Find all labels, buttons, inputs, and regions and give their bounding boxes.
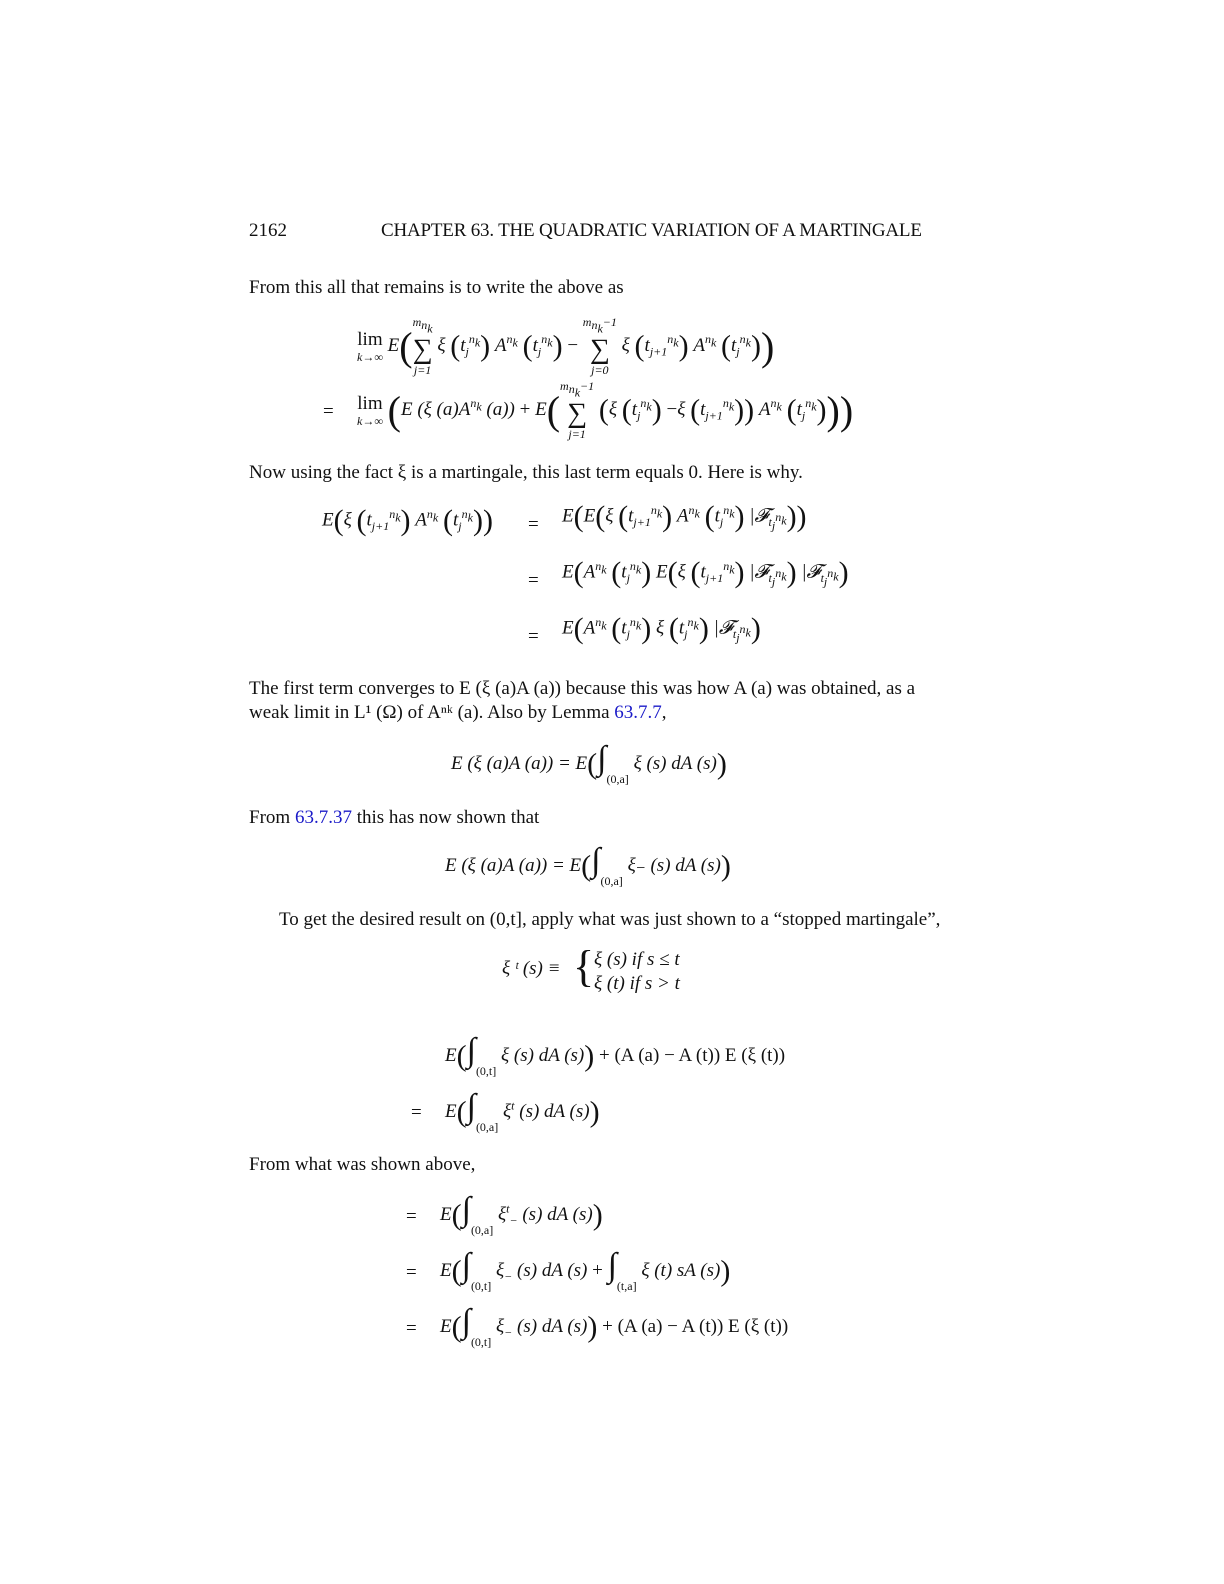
paragraph-from-end: this has now shown that <box>351 807 540 828</box>
equals-sign: = <box>406 1318 417 1339</box>
chapter-header: CHAPTER 63. THE QUADRATIC VARIATION OF A MARTINGALE <box>381 220 922 241</box>
lemma-link[interactable]: 63.7.7 <box>614 702 662 723</box>
interval-label: (0,t] <box>475 1064 497 1078</box>
final-equation-line1: $E(\int_{(0,a]}$ $\xi^t_-$ (s) dA (s)) <box>440 1191 603 1237</box>
shown-equation-lhs: E (ξ (a)A (a)) = E <box>445 854 582 876</box>
interval-label: (0,a] <box>475 1120 499 1134</box>
shown-equation: E (ξ (a)A $(a)) = E(\int_{(0,a]}$ ξ₋ (s) dA (s)) <box>445 842 731 888</box>
conditional-line1: E(E(ξ $(t_{j+1}^{n_k})$ $A^{n_k}$ $(t_j^{n_k})$ |𝓕$_{t_j^{n_k}}$)) <box>562 500 807 533</box>
limit-equation-line1: lim k→∞ E( $m_{n_k}$ ∑ j=1 ξ $(t_j^{n_k})$ $A^{n_k}$ $(t_j^{n_k})$ − $m_{n_k}-1$ ∑ j=0 ξ $(t_{j+1}^{n_k})$ $A^{n_k}$ $(t_j^{n_k})$) <box>357 315 775 377</box>
shown-integrand: ξ₋ (s) dA (s) <box>627 854 721 876</box>
stopped-case-1: ξ (s) if s ≤ t <box>594 949 680 970</box>
tail-term: + (A (a) − A (t)) E (ξ (t)) <box>602 1315 789 1337</box>
equals-sign: = <box>411 1102 422 1123</box>
paragraph-stopped: To get the desired result on (0,t], apply what was just shown to a “stopped martingale”, <box>279 909 941 930</box>
equals-sign: = <box>528 514 539 535</box>
equals-sign: = <box>406 1262 417 1283</box>
stopped-definition-lhs: ξ ᵗ (s) ≡ <box>502 958 561 979</box>
page-number: 2162 <box>249 220 287 241</box>
conditional-line3: $E(A^{n_k}$ $(t_j^{n_k})$ ξ $(t_j^{n_k})$ |𝓕$_{t_j^{n_k}}$) <box>562 612 761 645</box>
lemma-equation: E (ξ (a)A $(a)) = E(\int_{(0,a]}$ ξ (s) dA (s)) <box>451 740 727 786</box>
paragraph-martingale: Now using the fact ξ is a martingale, this last term equals 0. Here is why. <box>249 462 803 483</box>
paragraph-weak-limit-text: weak limit in L¹ (Ω) of Aⁿᵏ (a). Also by Lemma <box>249 702 615 723</box>
final-equation-line2: $E(\int_{(0,t]}$ $\xi_-$ (s) dA $(s) + \int_{(t,a]}$ ξ (t) sA (s)) <box>440 1247 731 1293</box>
final-equation-line3: $E(\int_{(0,t]}$ $\xi_-$ (s) dA (s)) + (A (a) − A (t)) E (ξ (t)) <box>440 1303 789 1349</box>
paragraph-from-ref <box>249 806 539 830</box>
tail-term: + (A (a) − A (t)) E (ξ (t)) <box>599 1044 786 1066</box>
interval-label: (0,a] <box>470 1223 494 1237</box>
limit-equation-line2: lim k→∞ (E (ξ $(a)A^{n_k}$ (a)) + E( $m_{n_k}-1$ ∑ j=1 (ξ $(t_j^{n_k}) -\xi$ $(t_{j+1}^{n_k})$) $A^{n_k}$ $(t_j^{n_k})$)) <box>357 379 854 441</box>
lemma-integrand: ξ (s) dA (s) <box>633 752 717 774</box>
paragraph-intro: From this all that remains is to write the above as <box>249 277 624 298</box>
conditional-lhs: E(ξ $(t_{j+1}^{n_k})$ $A^{n_k}$ $(t_j^{n_k})$) <box>322 504 493 537</box>
paragraph-from-text: From <box>249 807 295 828</box>
equals-sign: = <box>528 626 539 647</box>
conditional-line2: $E(A^{n_k}$ $(t_j^{n_k})$ E(ξ $(t_{j+1}^{n_k})$ |𝓕$_{t_j^{n_k}}$) |𝓕$_{t_j^{n_k}}$) <box>562 556 849 589</box>
equation-link[interactable]: 63.7.37 <box>294 807 352 828</box>
equals-sign: = <box>406 1206 417 1227</box>
stopped-equation-line2: $E(\int_{(0,a]}$ $\xi^t$ (s) dA (s)) <box>445 1088 600 1134</box>
paragraph-weak-limit <box>249 701 667 725</box>
interval-label: (0,a] <box>606 772 629 786</box>
lemma-equation-lhs: E (ξ (a)A (a)) = E <box>451 752 588 774</box>
equals-sign: = <box>323 401 334 422</box>
interval-label: (0,t] <box>470 1335 492 1349</box>
paragraph-first-term: The first term converges to E (ξ (a)A (a)) because this was how A (a) was obtained, as a <box>249 678 916 699</box>
brace: { <box>573 942 595 991</box>
paragraph-weak-limit-end: , <box>661 702 667 723</box>
paragraph-from-above: From what was shown above, <box>249 1154 476 1175</box>
interval-label: (t,a] <box>616 1279 637 1293</box>
interval-label: (0,a] <box>600 874 623 888</box>
stopped-equation-line1: $E(\int_{(0,t]}$ ξ (s) dA (s)) + (A (a) − A (t)) E (ξ (t)) <box>445 1032 786 1078</box>
interval-label: (0,t] <box>470 1279 492 1293</box>
stopped-case-2: ξ (t) if s > t <box>594 973 680 994</box>
equals-sign: = <box>528 570 539 591</box>
